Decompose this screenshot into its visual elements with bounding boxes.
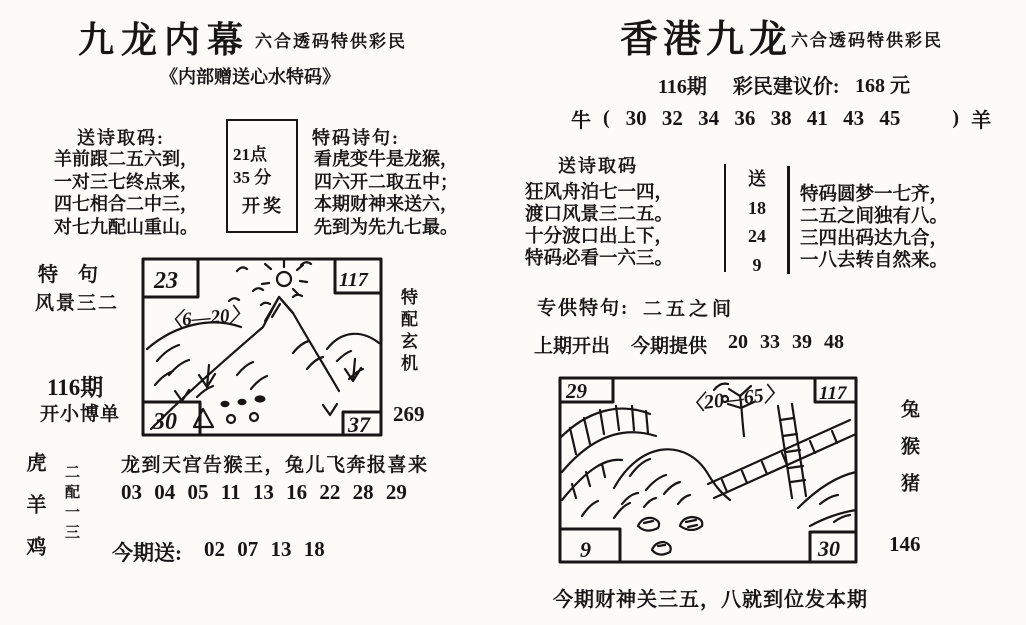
bracket-numbers: 30 32 34 36 38 41 43 45 [625,106,901,130]
poem-line: 四六开二取五中； [314,171,458,192]
draw-label: 开奖 [242,196,284,216]
this-draw-label: 今期提供 [631,336,708,357]
bird-icon [345,359,361,381]
sketch-range-note: 〈6—20〉 [162,303,250,333]
this-draw-numbers: 20 33 39 48 [728,331,845,353]
provide-row [534,331,844,358]
send-column [738,165,776,279]
left-sketch [141,257,383,437]
sketch-corner-tr: 117 [819,383,847,404]
left-gift-row [112,537,325,567]
poem-line: 羊前跟二五六到， [54,149,198,169]
stone [652,542,671,555]
right-issue: 116期 [658,76,707,98]
poem-line: 本期财神来送六， [314,194,458,214]
right-sketch [558,376,858,564]
left-tagline: 《内部赠送心水特码》 [160,67,340,87]
divider-line [724,164,726,272]
gift-numbers: 02 07 13 18 [204,537,325,561]
left-poem-special-heading: 特码诗句: [312,128,400,148]
zodiac-bracket-row [571,104,991,133]
right-zodiacs: 兔猴猪 [898,399,919,510]
left-poem-send [54,148,198,238]
left-subtitle: 六合透码特供彩民 [255,32,407,51]
right-footer: 今期财神关三五，八就到位发本期 [553,589,868,611]
left-special-value: 风景三二 [35,293,120,314]
left-pairing: 二配一三 [63,464,79,544]
stones-filled [221,395,266,407]
left-side-caption: 特配玄机 [398,288,417,376]
left-verse: 龙到天宫告猴王，兔儿飞奔报喜来 [121,455,429,476]
right-poem-send-heading: 送诗取码 [558,156,638,176]
left-issue-note: 开小博单 [40,404,121,425]
left-issue: 116期 [47,375,104,400]
stone [227,415,235,423]
poem-line: 四七相合二中三， [54,194,198,214]
bird-icon [323,404,337,415]
poem-line: 二五之间独有八。 [800,207,949,227]
right-side-number: 146 [889,532,921,556]
zodiac-right: 羊 [971,110,992,132]
left-poem-special [314,148,458,238]
bracket-close: ) [952,107,960,129]
right-special-label: 专供特句: [537,298,630,319]
right-poem-send [525,182,673,270]
sketch-corner-tl: 23 [154,268,178,294]
sketch-corner-tl: 29 [566,379,587,403]
sun-icon [277,272,291,286]
sketch-range-note: 〈20—65〉 [682,382,785,417]
gift-label: 今期送: [112,541,182,565]
poem-line: 十分波口出上下， [525,227,674,247]
left-side-number: 269 [393,402,425,426]
send-label: 送 [748,169,766,189]
poem-line: 渡口风景三二五。 [525,205,674,225]
poem-line: 对七九配山重山。 [54,216,198,237]
right-hill [798,472,856,508]
sketch-corner-bl: 9 [580,537,591,562]
send-value: 18 [748,197,766,218]
bird-icon [199,365,215,387]
right-issue-row [658,70,840,99]
sketch-corner-br: 30 [818,536,840,561]
poem-line: 三四出码达九合， [800,229,949,249]
last-draw-label: 上期开出 [534,336,611,357]
poem-line: 狂风舟泊七一四， [525,183,674,203]
sketch-corner-bl: 30 [153,409,177,435]
right-special-value: 二五之间 [643,299,736,320]
stone [680,517,702,530]
left-numbers: 03 04 05 11 13 16 22 28 29 [121,480,407,504]
draw-time-box [226,119,298,233]
poem-line: 看虎变牛是龙猴， [314,149,458,169]
poem-line: 特码圆梦一七齐， [800,185,949,205]
poem-line: 先到为先九七最。 [314,216,458,237]
draw-hour: 21点 [233,145,267,164]
send-value: 24 [748,226,766,246]
poem-line: 特码必看一六三。 [525,249,674,269]
right-poem-special [800,184,948,272]
stone [638,518,659,531]
poem-line: 一八去转自然来。 [800,251,949,271]
bracket-open: ( [603,107,610,129]
left-poem-send-heading: 送诗取码: [77,128,165,148]
right-subtitle: 六合透码特供彩民 [791,31,943,50]
sketch-corner-br: 37 [348,412,370,437]
draw-minute: 35 分 [233,168,272,187]
send-value: 9 [752,254,762,275]
divider-line [787,166,790,274]
zodiac-left: 牛 [571,110,591,132]
triangle-mark [194,409,213,427]
left-zodiacs: 虎羊鸡 [23,452,45,578]
poem-line: 一对三七终点来， [54,171,198,192]
stone [250,413,258,421]
price-label: 彩民建议价: [732,76,840,98]
price-value: 168 元 [855,75,910,97]
right-title: 香港九龙 [620,19,793,61]
left-special-label: 特 句 [38,264,98,286]
ridge-right [327,334,379,349]
sketch-corner-tr: 117 [339,269,368,291]
left-title: 九龙内幕 [78,20,251,60]
